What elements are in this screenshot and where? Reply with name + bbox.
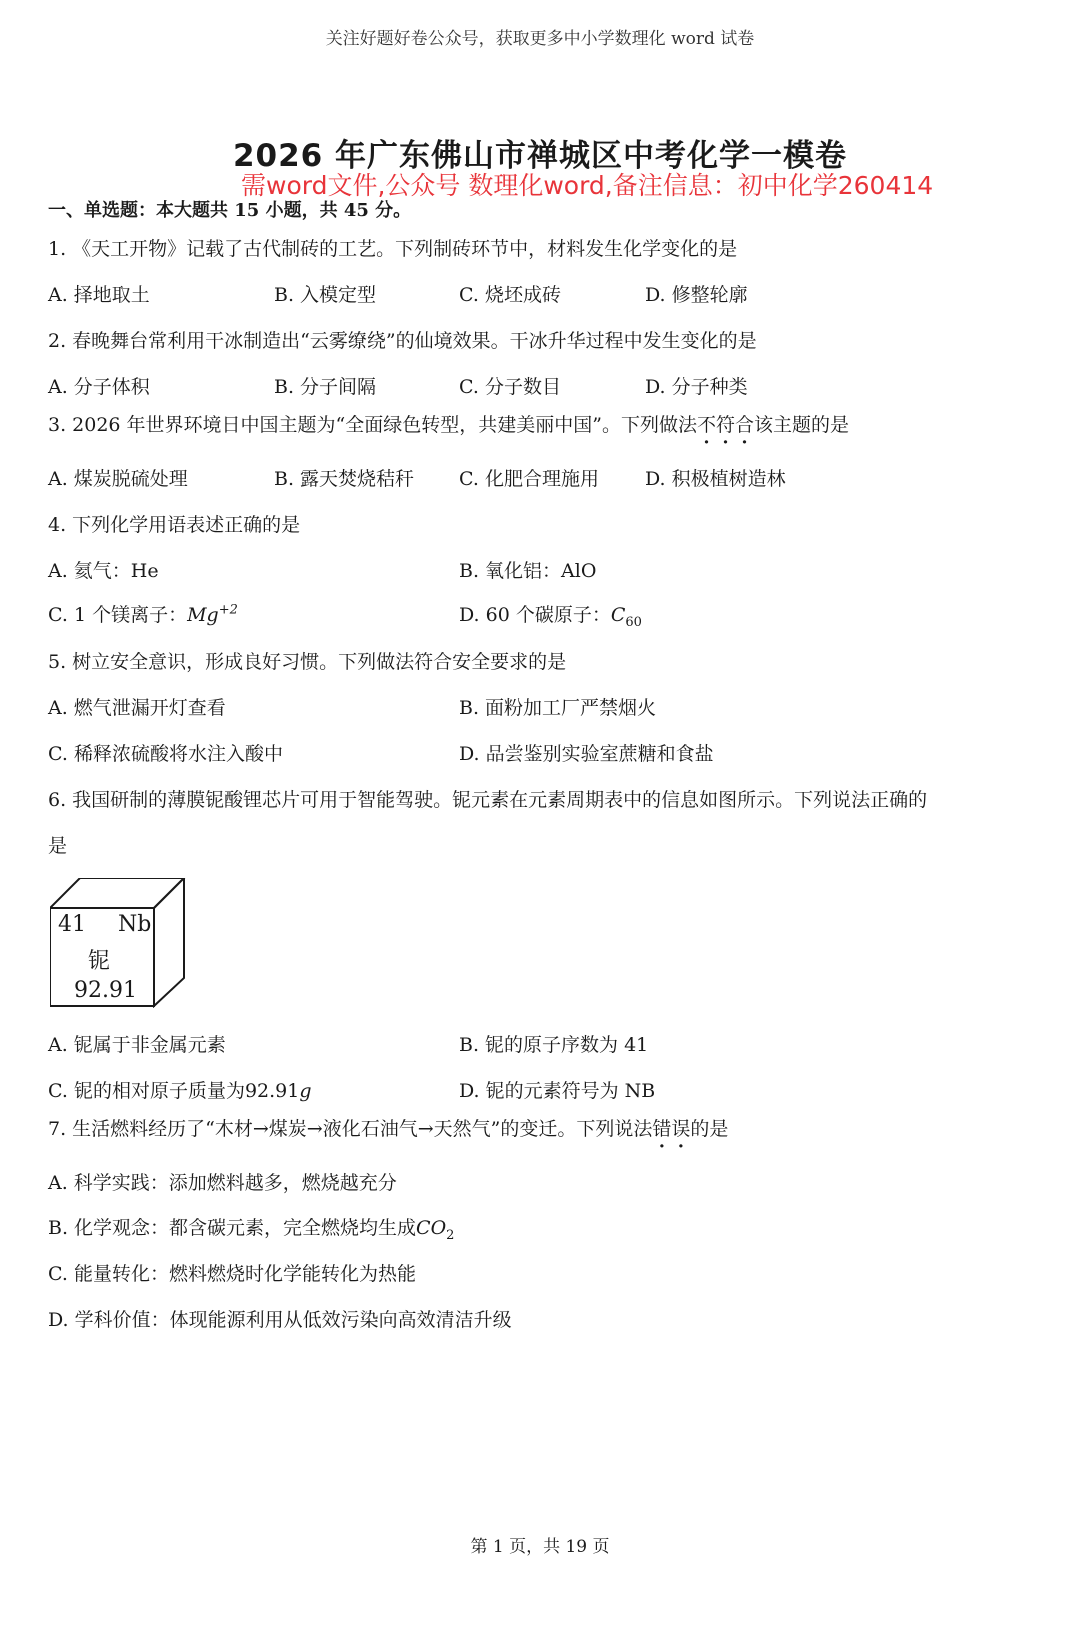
q5-option-d: D. 品尝鉴别实验室蔗糖和食盐 (459, 743, 714, 765)
q7-option-b (48, 1213, 454, 1243)
watermark-note: 需word文件,公众号 数理化word,备注信息：初中化学260414 (241, 171, 934, 200)
q4-option-b: B. 氧化铝：AlO (459, 560, 597, 582)
q6-option-b: B. 铌的原子序数为 41 (459, 1034, 649, 1056)
q3-option-c: C. 化肥合理施用 (459, 468, 599, 490)
q6-option-c-unit: g (299, 1080, 312, 1102)
q4-option-a: A. 氦气：He (48, 560, 159, 582)
q4-stem: 4. 下列化学用语表述正确的是 (48, 514, 301, 536)
q5-stem: 5. 树立安全意识，形成良好习惯。下列做法符合安全要求的是 (48, 651, 567, 673)
q4-option-d (459, 600, 642, 630)
q7-emphasis-2: 误 (671, 1118, 691, 1140)
q7-option-b-formula: CO (416, 1217, 447, 1239)
q2-stem: 2. 春晚舞台常利用干冰制造出“云雾缭绕”的仙境效果。干冰升华过程中发生变化的是 (48, 330, 757, 352)
q2-option-b: B. 分子间隔 (274, 376, 377, 398)
q6-option-d: D. 铌的元素符号为 NB (459, 1080, 656, 1102)
q1-option-d: D. 修整轮廓 (645, 284, 748, 306)
q7-emphasis-1: 错 (652, 1118, 672, 1140)
q6-option-c-text: C. 铌的相对原子质量为92.91 (48, 1080, 300, 1102)
q3-option-d: D. 积极植树造林 (645, 468, 786, 490)
q7-stem-end: 的是 (690, 1118, 729, 1140)
q3-option-b: B. 露天焚烧秸秆 (274, 468, 415, 490)
q4-option-c (48, 600, 238, 627)
q4-option-d-text: D. 60 个碳原子： (459, 604, 611, 626)
q7-option-c: C. 能量转化：燃料燃烧时化学能转化为热能 (48, 1263, 416, 1285)
q1-stem: 1. 《天工开物》记载了古代制砖的工艺。下列制砖环节中，材料发生化学变化的是 (48, 238, 738, 260)
q5-option-a: A. 燃气泄漏开灯查看 (48, 697, 226, 719)
page-footer: 第 1 页，共 19 页 (470, 1537, 610, 1557)
q2-option-c: C. 分子数目 (459, 376, 561, 398)
q3-stem (48, 410, 849, 437)
q2-option-a: A. 分子体积 (48, 376, 150, 398)
q1-option-c: C. 烧坯成砖 (459, 284, 561, 306)
element-card-niobium (50, 878, 186, 1008)
q6-stem-line1: 6. 我国研制的薄膜铌酸锂芯片可用于智能驾驶。铌元素在元素周期表中的信息如图所示。下列说法正确的 (48, 789, 928, 811)
q2-option-d: D. 分子种类 (645, 376, 748, 398)
q6-stem-line2: 是 (48, 835, 68, 857)
element-name: 铌 (88, 949, 111, 974)
q3-emphasis-1: 不 (697, 414, 717, 436)
q6-option-c (48, 1076, 312, 1103)
q7-option-a: A. 科学实践：添加燃料越多，燃烧越充分 (48, 1172, 397, 1194)
element-atomic-number: 41 (58, 912, 86, 937)
q4-option-c-text: C. 1 个镁离子： (48, 604, 188, 626)
q6-option-a: A. 铌属于非金属元素 (48, 1034, 226, 1056)
element-atomic-mass: 92.91 (74, 978, 137, 1003)
q3-stem-end: 该主题的是 (754, 414, 850, 436)
q7-option-b-subscript: 2 (446, 1227, 455, 1243)
q3-emphasis-2: 符 (716, 414, 736, 436)
q3-emphasis-3: 合 (735, 414, 755, 436)
q5-option-b: B. 面粉加工厂严禁烟火 (459, 697, 657, 719)
q4-option-c-charge: +2 (218, 602, 238, 618)
q3-stem-start: 3. 2026 年世界环境日中国主题为“全面绿色转型，共建美丽中国”。下列做法 (48, 414, 697, 436)
q3-option-a: A. 煤炭脱硫处理 (48, 468, 188, 490)
header-note: 关注好题好卷公众号，获取更多中小学数理化 word 试卷 (325, 29, 755, 49)
q7-option-d: D. 学科价值：体现能源利用从低效污染向高效清洁升级 (48, 1309, 512, 1331)
q4-option-d-subscript: 60 (625, 614, 642, 630)
q5-option-c: C. 稀释浓硫酸将水注入酸中 (48, 743, 283, 765)
q1-option-a: A. 择地取土 (48, 284, 150, 306)
q1-option-b: B. 入模定型 (274, 284, 377, 306)
q7-stem (48, 1114, 728, 1141)
q4-option-d-formula: C (610, 604, 626, 626)
q7-option-b-text: B. 化学观念：都含碳元素，完全燃烧均生成 (48, 1217, 417, 1239)
element-symbol: Nb (118, 912, 152, 937)
page-title: 2026 年广东佛山市禅城区中考化学一模卷 (232, 138, 848, 174)
section-heading: 一、单选题：本大题共 15 小题，共 45 分。 (48, 200, 412, 221)
q4-option-c-formula: Mg (187, 604, 219, 626)
q7-stem-start: 7. 生活燃料经历了“木材→煤炭→液化石油气→天然气”的变迁。下列说法 (48, 1118, 653, 1140)
